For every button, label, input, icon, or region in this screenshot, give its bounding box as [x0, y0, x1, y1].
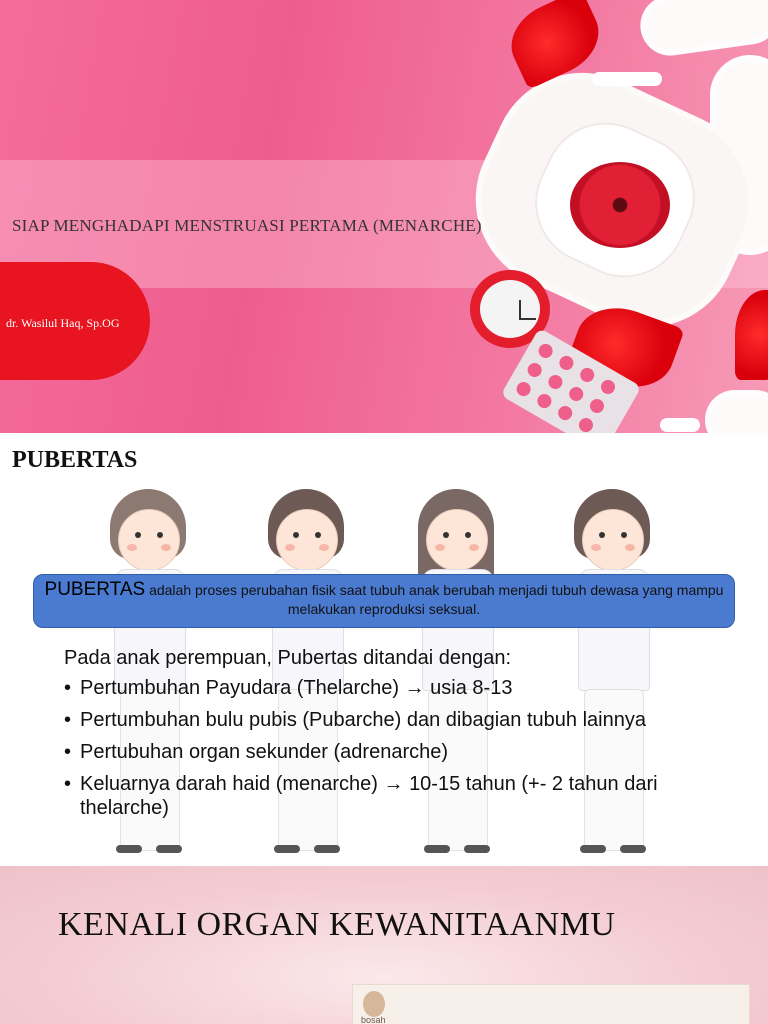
feather-image: [735, 290, 768, 380]
definition-text: adalah proses perubahan fisik saat tubuh anak berubah menjadi tubuh dewasa yang mampu melakukan reproduksi seksual.: [145, 582, 724, 617]
pad-image: [637, 0, 768, 59]
cover-slide: [0, 0, 768, 433]
definition-callout: [33, 574, 735, 628]
definition-term: PUBERTAS: [44, 579, 146, 600]
slide-title: KENALI ORGAN KEWANITAANMU: [58, 906, 616, 943]
cover-title: SIAP MENGHADAPI MENSTRUASI PERTAMA (MENARCHE): [12, 216, 482, 235]
slide-heading: PUBERTAS: [12, 447, 138, 473]
brand-logo-text: bosah: [361, 1015, 386, 1024]
flower-image: [570, 162, 670, 248]
clock-hand: [520, 318, 536, 320]
puberty-content: [64, 646, 724, 828]
author-name: dr. Wasilul Haq, Sp.OG: [6, 316, 120, 330]
intro-text: Pada anak perempuan, Pubertas ditandai dengan:: [64, 647, 512, 669]
clock-hand: [519, 300, 521, 320]
tampon-image: [660, 418, 700, 432]
puberty-slide: [0, 433, 768, 865]
brand-logo-icon: [363, 991, 385, 1017]
list-item: • Keluarnya darah haid (menarche) → 10-15 tahun (+- 2 tahun dari thelarche): [64, 772, 724, 820]
anatomy-image: [352, 984, 750, 1024]
list-item: • Pertumbuhan Payudara (Thelarche) → usia 8-13: [64, 676, 724, 700]
sign-list: [64, 676, 724, 820]
tampon-image: [592, 72, 662, 86]
organ-slide: [0, 866, 768, 1024]
list-item: • Pertubuhan organ sekunder (adrenarche): [64, 740, 724, 764]
clock-face: [480, 280, 540, 338]
pad-image: [705, 390, 768, 433]
list-item: • Pertumbuhan bulu pubis (Pubarche) dan dibagian tubuh lainnya: [64, 708, 724, 732]
